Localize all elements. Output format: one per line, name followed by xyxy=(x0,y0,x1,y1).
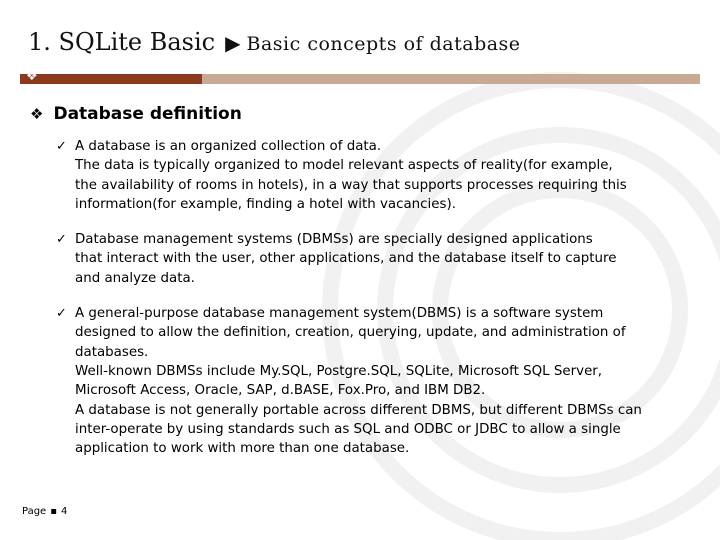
list-item xyxy=(56,304,704,458)
list-item xyxy=(56,137,704,214)
title-main: 1. SQLite Basic xyxy=(28,28,216,56)
checkmark-icon: ✓ xyxy=(56,306,67,322)
title-subtitle: Basic concepts of database xyxy=(246,33,521,55)
item-text-line: inter-operate by using standards such as SQL and ODBC or JDBC to allow a single xyxy=(75,421,621,437)
item-text-line: the availability of rooms in hotels), in a way that supports processes requiring this xyxy=(75,177,627,193)
title-rule-dark xyxy=(20,74,202,84)
item-text-line: A general-purpose database management system(DBMS) is a software system xyxy=(75,306,604,322)
page-footer xyxy=(22,506,67,517)
page-separator-icon: ▪ xyxy=(50,506,57,517)
item-text-line: Database management systems (DBMSs) are specially designed applications xyxy=(75,232,593,248)
checkmark-icon: ✓ xyxy=(56,232,67,248)
item-text-line: Microsoft Access, Oracle, SAP, d.BASE, Fox.Pro, and IBM DB2. xyxy=(75,383,486,399)
item-text-line: designed to allow the definition, creation, querying, update, and administration of xyxy=(75,325,626,341)
definition-list xyxy=(56,137,704,474)
list-item xyxy=(56,230,704,288)
item-text-line: and analyze data. xyxy=(75,270,195,286)
item-text-line: The data is typically organized to model relevant aspects of reality(for example, xyxy=(75,158,613,174)
checkmark-icon: ✓ xyxy=(56,139,67,154)
item-text-line: application to work with more than one database. xyxy=(75,441,410,457)
item-text-line: databases. xyxy=(75,344,149,360)
page-label: Page xyxy=(22,506,47,517)
item-text-line: that interact with the user, other applications, and the database itself to capture xyxy=(75,251,617,267)
title-rule-light xyxy=(202,74,700,84)
item-text-line: A database is an organized collection of data. xyxy=(75,139,382,154)
title-arrow-icon: ▶ xyxy=(225,31,241,55)
slide-title xyxy=(28,28,521,56)
item-text-line: Well-known DBMSs include My.SQL, Postgre.SQL, SQLite, Microsoft SQL Server, xyxy=(75,363,603,379)
section-diamond-icon: ❖ xyxy=(30,105,44,123)
section-heading-text: Database definition xyxy=(53,104,242,124)
item-text-line: information(for example, finding a hotel with vacancies). xyxy=(75,196,456,212)
section-heading xyxy=(30,104,242,124)
rule-diamond-icon: ❖ xyxy=(26,69,38,84)
item-text-line: A database is not generally portable across different DBMS, but different DBMSs can xyxy=(75,402,642,418)
page-number: 4 xyxy=(61,506,68,517)
